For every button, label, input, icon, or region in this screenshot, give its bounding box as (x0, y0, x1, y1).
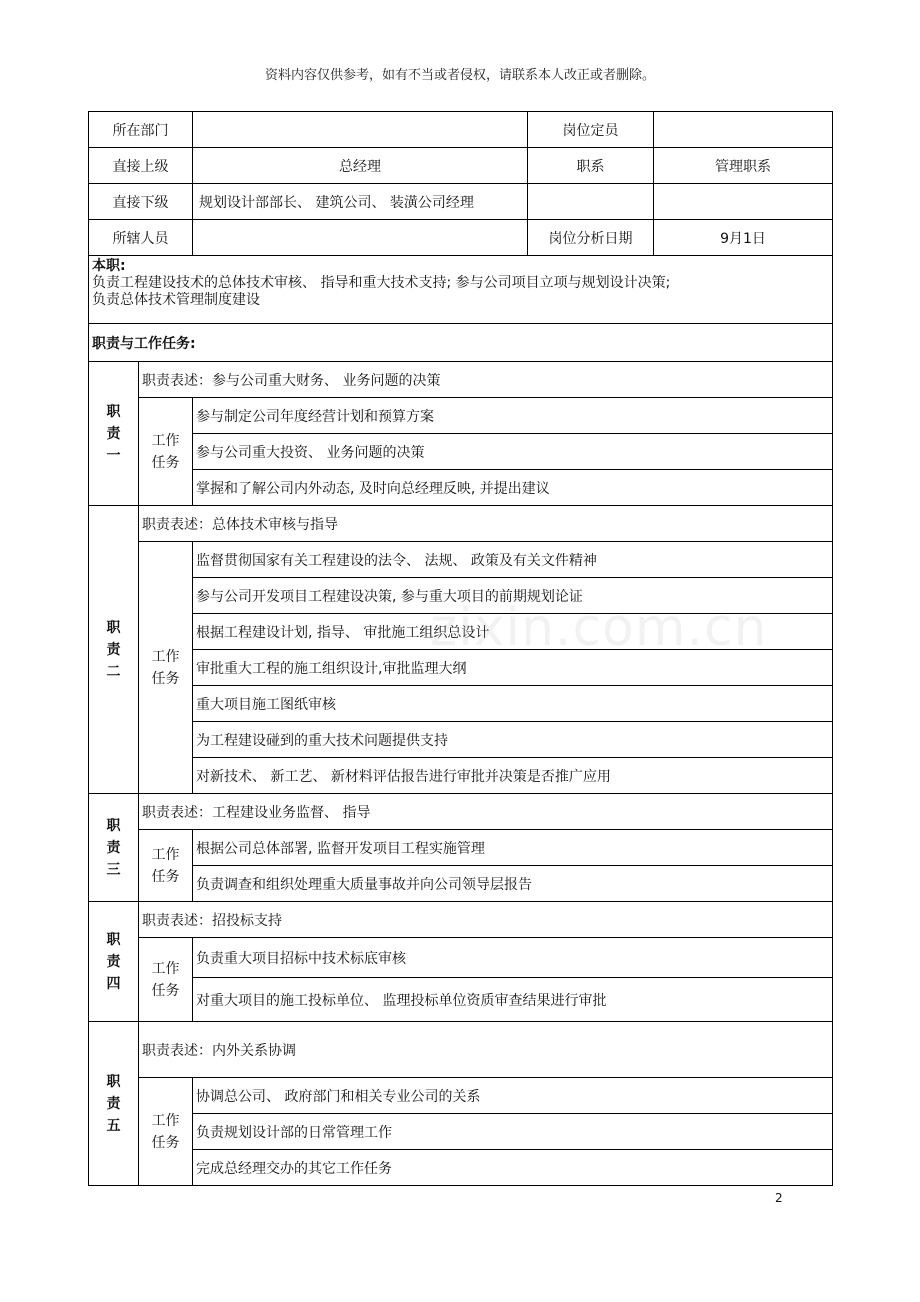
duty-2-desc: 职责表述：总体技术审核与指导 (139, 506, 833, 542)
analysis-date-value: 9月1日 (654, 220, 833, 256)
headcount-label: 岗位定员 (528, 112, 654, 148)
duty-2-task-row (89, 686, 833, 722)
duty-1-task-label (139, 398, 193, 506)
staff-value (193, 220, 528, 256)
headcount-value (654, 112, 833, 148)
subordinate-value: 规划设计部部长、 建筑公司、 装潢公司经理 (193, 184, 528, 220)
duty-4-desc: 职责表述：招投标支持 (139, 902, 833, 938)
duties-header: 职责与工作任务: (89, 324, 833, 362)
role-row (89, 256, 833, 324)
duty-2-task-3: 根据工程建设计划, 指导、 审批施工组织总设计 (193, 614, 833, 650)
duty-3-task-1: 根据公司总体部署, 监督开发项目工程实施管理 (193, 830, 833, 866)
duty-2-task-row (89, 542, 833, 578)
dept-label: 所在部门 (89, 112, 193, 148)
duty-3-desc: 职责表述：工程建设业务监督、 指导 (139, 794, 833, 830)
superior-value: 总经理 (193, 148, 528, 184)
duty-4-name (89, 902, 139, 1022)
duty-4-task-row (89, 938, 833, 978)
duty-5-task-1: 协调总公司、 政府部门和相关专业公司的关系 (193, 1078, 833, 1114)
role-line-1: 负责工程建设技术的总体技术审核、 指导和重大技术支持; 参与公司项目立项与规划设计决策; (92, 275, 671, 291)
superior-label: 直接上级 (89, 148, 193, 184)
duty-2-task-label-text: 工作任务 (151, 648, 180, 687)
duty-2-name (89, 506, 139, 794)
duty-4-task-2: 对重大项目的施工投标单位、 监理投标单位资质审查结果进行审批 (193, 978, 833, 1022)
duty-1-desc: 职责表述：参与公司重大财务、 业务问题的决策 (139, 362, 833, 398)
series-label: 职系 (528, 148, 654, 184)
info-row-staff (89, 220, 833, 256)
role-line-2: 负责总体技术管理制度建设 (92, 292, 260, 308)
duty-5-task-2: 负责规划设计部的日常管理工作 (193, 1114, 833, 1150)
duty-2-task-6: 为工程建设碰到的重大技术问题提供支持 (193, 722, 833, 758)
duty-5-task-row (89, 1114, 833, 1150)
subordinate-empty-a (528, 184, 654, 220)
duty-1-name (89, 362, 139, 506)
duty-2-task-row (89, 758, 833, 794)
role-title: 本职: (92, 258, 126, 274)
subordinate-label: 直接下级 (89, 184, 193, 220)
staff-label: 所辖人员 (89, 220, 193, 256)
duty-1-task-label-text: 工作任务 (151, 432, 180, 471)
watermark-text: zixin.com.cn (430, 598, 768, 658)
dept-value (193, 112, 528, 148)
duty-1-desc-row (89, 362, 833, 398)
analysis-date-label: 岗位分析日期 (528, 220, 654, 256)
duty-2-task-7: 对新技术、 新工艺、 新材料评估报告进行审批并决策是否推广应用 (193, 758, 833, 794)
duty-3-task-label (139, 830, 193, 902)
duty-4-task-1: 负责重大项目招标中技术标底审核 (193, 938, 833, 978)
duty-1-task-2: 参与公司重大投资、 业务问题的决策 (193, 434, 833, 470)
duty-1-task-3: 掌握和了解公司内外动态, 及时向总经理反映, 并提出建议 (193, 470, 833, 506)
duty-4-name-text: 职责四 (106, 931, 121, 992)
duty-2-task-5: 重大项目施工图纸审核 (193, 686, 833, 722)
page-number: 2 (775, 1191, 783, 1205)
duty-2-task-label (139, 542, 193, 794)
info-row-superior (89, 148, 833, 184)
duty-5-task-label (139, 1078, 193, 1186)
duty-5-desc: 职责表述：内外关系协调 (139, 1022, 833, 1078)
duty-3-task-row (89, 830, 833, 866)
duty-1-name-text: 职责一 (106, 403, 121, 464)
duty-2-desc-row (89, 506, 833, 542)
info-row-subordinate (89, 184, 833, 220)
duty-5-task-row (89, 1078, 833, 1114)
duty-1-task-row (89, 434, 833, 470)
series-value: 管理职系 (654, 148, 833, 184)
duty-4-task-label (139, 938, 193, 1022)
role-cell (89, 256, 833, 324)
duty-5-task-3: 完成总经理交办的其它工作任务 (193, 1150, 833, 1186)
duty-3-task-2: 负责调查和组织处理重大质量事故并向公司领导层报告 (193, 866, 833, 902)
duty-2-task-1: 监督贯彻国家有关工程建设的法令、 法规、 政策及有关文件精神 (193, 542, 833, 578)
duty-5-desc-row (89, 1022, 833, 1078)
duty-4-task-row (89, 978, 833, 1022)
duty-1-task-row (89, 470, 833, 506)
duty-2-name-text: 职责二 (106, 619, 121, 680)
duty-5-task-label-text: 工作任务 (151, 1112, 180, 1151)
duty-5-task-row (89, 1150, 833, 1186)
duty-3-task-row (89, 866, 833, 902)
duty-1-task-row (89, 398, 833, 434)
duty-3-desc-row (89, 794, 833, 830)
duty-3-task-label-text: 工作任务 (151, 846, 180, 885)
duty-3-name-text: 职责三 (106, 817, 121, 878)
duty-2-task-4: 审批重大工程的施工组织设计,审批监理大纲 (193, 650, 833, 686)
duty-2-task-2: 参与公司开发项目工程建设决策, 参与重大项目的前期规划论证 (193, 578, 833, 614)
duty-5-name (89, 1022, 139, 1186)
duty-2-task-row (89, 722, 833, 758)
duty-4-desc-row (89, 902, 833, 938)
duty-3-name (89, 794, 139, 902)
subordinate-empty-b (654, 184, 833, 220)
duties-header-row (89, 324, 833, 362)
duty-4-task-label-text: 工作任务 (151, 960, 180, 999)
info-row-dept (89, 112, 833, 148)
duty-1-task-1: 参与制定公司年度经营计划和预算方案 (193, 398, 833, 434)
header-disclaimer: 资料内容仅供参考，如有不当或者侵权，请联系本人改正或者删除。 (264, 68, 655, 83)
duty-5-name-text: 职责五 (106, 1073, 121, 1134)
